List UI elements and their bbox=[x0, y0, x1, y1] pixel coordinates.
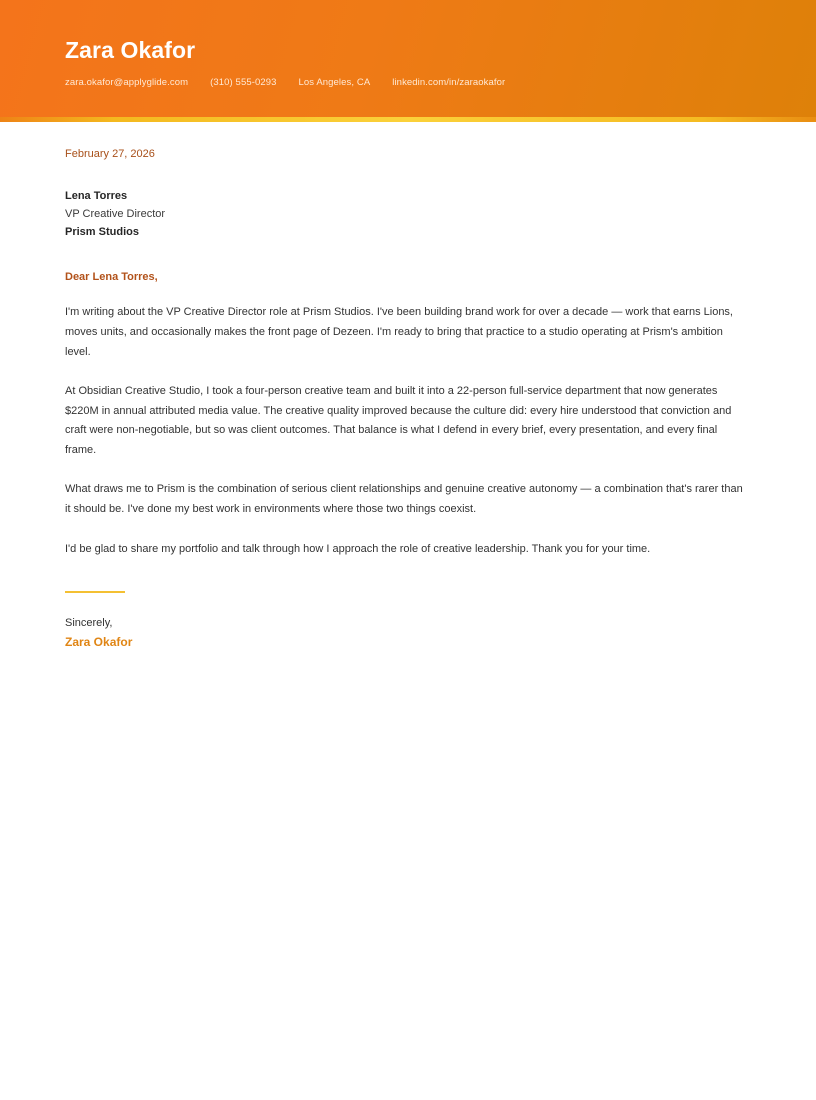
letter-body bbox=[0, 122, 816, 649]
recipient-block bbox=[65, 188, 750, 241]
letter-date: February 27, 2026 bbox=[65, 148, 155, 160]
letter-paragraph: At Obsidian Creative Studio, I took a four-person creative team and built it into a 22-person full-service department that now generates $220M in annual attributed media value. The creative quality improved because the culture did: every hire understood that conviction and craft were non-negotiable, but so was client outcomes. That balance is what I defend in every brief, every presentation, and every final frame. bbox=[65, 385, 732, 456]
page-title: Zara Okafor bbox=[65, 37, 196, 63]
signoff: Sincerely, bbox=[65, 617, 113, 630]
contact-linkedin[interactable]: linkedin.com/in/zaraokafor bbox=[392, 77, 506, 89]
letter-header bbox=[0, 0, 816, 122]
letter-paragraph: I'm writing about the VP Creative Director role at Prism Studios. I've been building brand work for over a decade — work that earns Lions, moves units, and occasionally makes the front page of Dezeen. I'm ready to bring that practice to a studio operating at Prism's ambition level. bbox=[65, 306, 733, 358]
contact-email[interactable]: zara.okafor@applyglide.com bbox=[65, 77, 189, 89]
signature-block bbox=[65, 591, 750, 649]
salutation: Dear Lena Torres, bbox=[65, 271, 158, 284]
letter-paragraph: What draws me to Prism is the combination of serious client relationships and genuine creative autonomy — a combination that's rarer than it should be. I've done my best work in environments where those two things coexist. bbox=[65, 483, 743, 516]
recipient-name: Lena Torres bbox=[65, 190, 128, 202]
contact-location: Los Angeles, CA bbox=[298, 77, 371, 89]
contact-row bbox=[65, 77, 816, 88]
letter-paragraph: I'd be glad to share my portfolio and talk through how I approach the role of creative leadership. Thank you for your time. bbox=[65, 542, 651, 555]
contact-phone[interactable]: (310) 555-0293 bbox=[210, 77, 277, 89]
signature-name: Zara Okafor bbox=[65, 635, 133, 650]
signature-divider bbox=[65, 591, 125, 593]
recipient-title: VP Creative Director bbox=[65, 207, 166, 220]
header-accent-bar bbox=[0, 117, 816, 122]
recipient-company: Prism Studios bbox=[65, 225, 139, 238]
